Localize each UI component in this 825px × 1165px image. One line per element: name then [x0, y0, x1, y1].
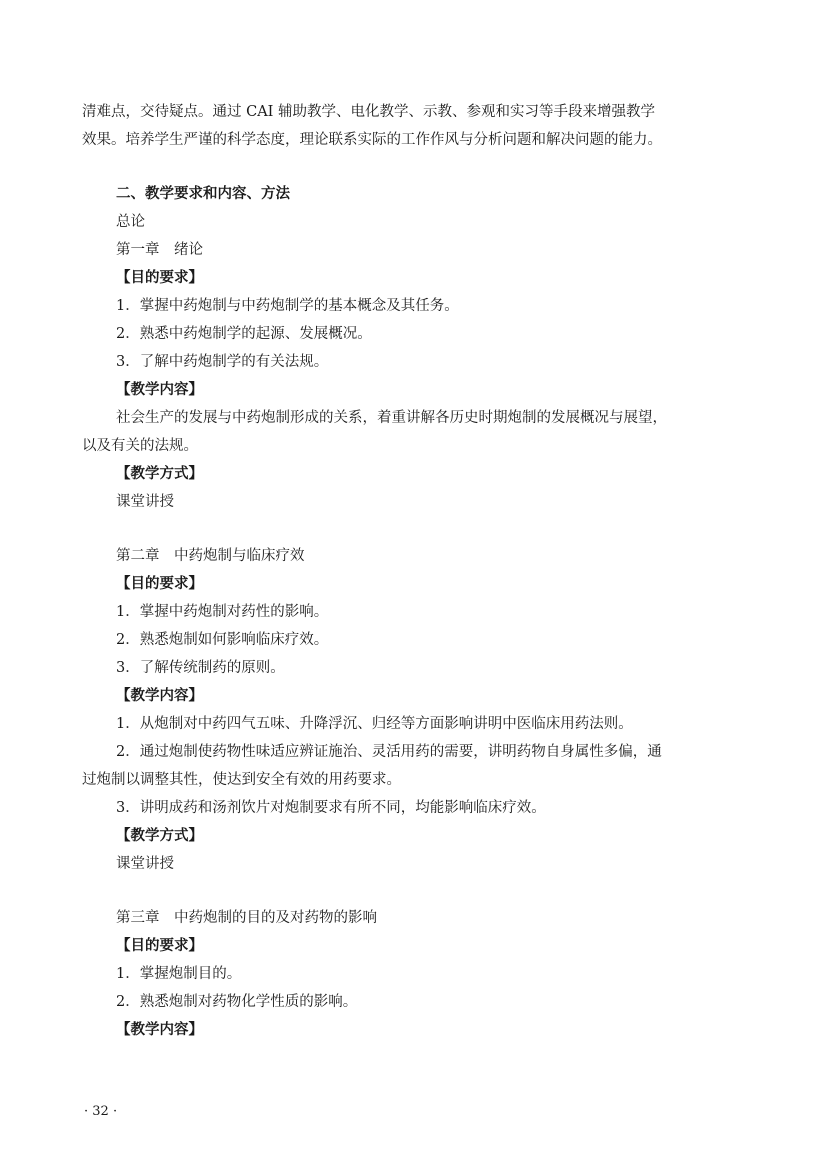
ch3-goal-label: 【目的要求】: [116, 938, 203, 954]
general-heading: 总论: [116, 214, 145, 230]
ch2-goal-1: 1．掌握中药炮制对药性的影响。: [116, 604, 329, 620]
ch2-content-label: 【教学内容】: [116, 688, 203, 704]
ch2-method: 课堂讲授: [116, 856, 174, 872]
ch2-goal-label: 【目的要求】: [116, 576, 203, 592]
ch1-goal-3: 3．了解中药炮制学的有关法规。: [116, 354, 329, 370]
ch1-goal-1: 1．掌握中药炮制与中药炮制学的基本概念及其任务。: [116, 298, 459, 314]
ch2-method-label: 【教学方式】: [116, 828, 203, 844]
ch1-goal-label: 【目的要求】: [116, 270, 203, 286]
ch1-content-label: 【教学内容】: [116, 382, 203, 398]
page-body: [82, 98, 746, 1044]
ch2-content-2-line-2: 过炮制以调整其性，使达到安全有效的用药要求。: [82, 772, 401, 788]
ch1-goal-2: 2．熟悉中药炮制学的起源、发展概况。: [116, 326, 372, 342]
ch2-content-1: 1．从炮制对中药四气五味、升降浮沉、归经等方面影响讲明中医临床用药法则。: [116, 716, 633, 732]
chapter-2-title: 第二章 中药炮制与临床疗效: [116, 548, 305, 564]
ch1-content-line-1: 社会生产的发展与中药炮制形成的关系，着重讲解各历史时期炮制的发展概况与展望，: [116, 410, 667, 426]
section-title: 二、教学要求和内容、方法: [116, 186, 290, 202]
chapter-1-title: 第一章 绪论: [116, 242, 203, 258]
ch2-goal-2: 2．熟悉炮制如何影响临床疗效。: [116, 632, 329, 648]
ch2-content-2-line-1: 2．通过炮制使药物性味适应辨证施治、灵活用药的需要，讲明药物自身属性多偏，通: [116, 744, 662, 760]
page-number: · 32 ·: [84, 1104, 118, 1119]
ch2-goal-3: 3．了解传统制药的原则。: [116, 660, 285, 676]
intro-line-2: 效果。培养学生严谨的科学态度，理论联系实际的工作作风与分析问题和解决问题的能力。: [82, 132, 662, 148]
ch1-method: 课堂讲授: [116, 494, 174, 510]
ch3-content-label: 【教学内容】: [116, 1022, 203, 1038]
ch1-content-line-2: 以及有关的法规。: [82, 438, 198, 454]
ch3-goal-1: 1．掌握炮制目的。: [116, 966, 242, 982]
chapter-3-title: 第三章 中药炮制的目的及对药物的影响: [116, 910, 377, 926]
ch2-content-3: 3．讲明成药和汤剂饮片对炮制要求有所不同，均能影响临床疗效。: [116, 800, 546, 816]
ch3-goal-2: 2．熟悉炮制对药物化学性质的影响。: [116, 994, 358, 1010]
intro-line-1: 清难点，交待疑点。通过 CAI 辅助教学、电化教学、示教、参观和实习等手段来增强教学: [82, 104, 656, 120]
ch1-method-label: 【教学方式】: [116, 466, 203, 482]
